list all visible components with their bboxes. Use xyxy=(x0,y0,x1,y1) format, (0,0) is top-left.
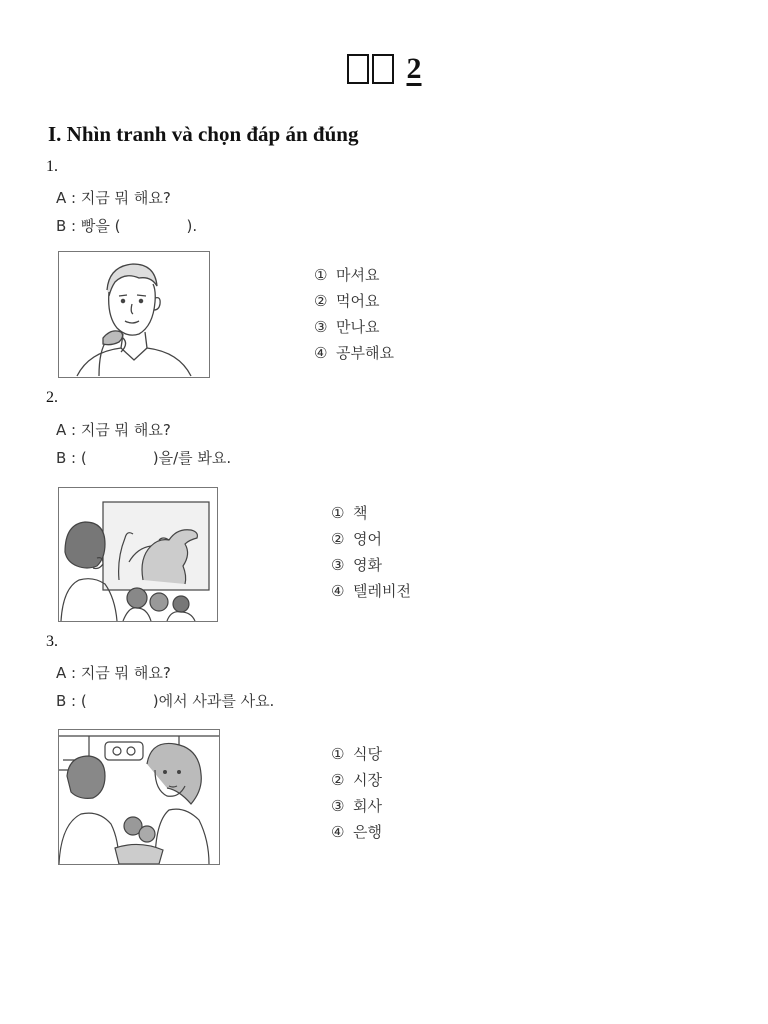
option-1[interactable]: ① 마셔요 xyxy=(314,266,380,284)
missing-glyph-icon xyxy=(347,54,397,88)
option-1[interactable]: ① 식당 xyxy=(331,745,382,763)
option-2[interactable]: ② 영어 xyxy=(331,530,382,548)
question-1-number: 1. xyxy=(46,158,58,175)
question-3-options xyxy=(331,741,382,845)
question-2-illustration xyxy=(58,487,218,622)
page-title xyxy=(0,52,768,88)
option-3[interactable]: ③ 영화 xyxy=(331,556,382,574)
option-4[interactable]: ④ 은행 xyxy=(331,823,382,841)
dialog-line-b: B : ( )을/를 봐요. xyxy=(56,449,232,467)
option-3[interactable]: ③ 만나요 xyxy=(314,318,380,336)
title-number: 2 xyxy=(406,52,422,85)
question-1-dialog xyxy=(56,184,197,240)
dialog-line-b: B : 빵을 ( ). xyxy=(56,217,198,235)
man-eating-bread-image xyxy=(59,252,209,377)
dialog-line-a: A : 지금 뭐 해요? xyxy=(56,421,171,439)
option-4[interactable]: ④ 텔레비전 xyxy=(331,582,411,600)
question-3-number: 3. xyxy=(46,633,58,650)
option-2[interactable]: ② 먹어요 xyxy=(314,292,380,310)
dialog-line-a: A : 지금 뭐 해요? xyxy=(56,664,171,682)
question-1-illustration xyxy=(58,251,210,378)
question-2-dialog xyxy=(56,416,231,472)
section-heading: I. Nhìn tranh và chọn đáp án đúng xyxy=(48,122,359,146)
question-2-number: 2. xyxy=(46,389,58,406)
market-shopping-image xyxy=(59,730,219,864)
option-4[interactable]: ④ 공부해요 xyxy=(314,344,394,362)
question-2-options xyxy=(331,500,411,604)
option-3[interactable]: ③ 회사 xyxy=(331,797,382,815)
cinema-dinosaur-image xyxy=(59,488,217,621)
dialog-line-b: B : ( )에서 사과를 사요. xyxy=(56,692,275,710)
question-3-dialog xyxy=(56,659,274,715)
dialog-line-a: A : 지금 뭐 해요? xyxy=(56,189,171,207)
question-1-options xyxy=(314,262,394,366)
option-1[interactable]: ① 책 xyxy=(331,504,368,522)
option-2[interactable]: ② 시장 xyxy=(331,771,382,789)
question-3-illustration xyxy=(58,729,220,865)
